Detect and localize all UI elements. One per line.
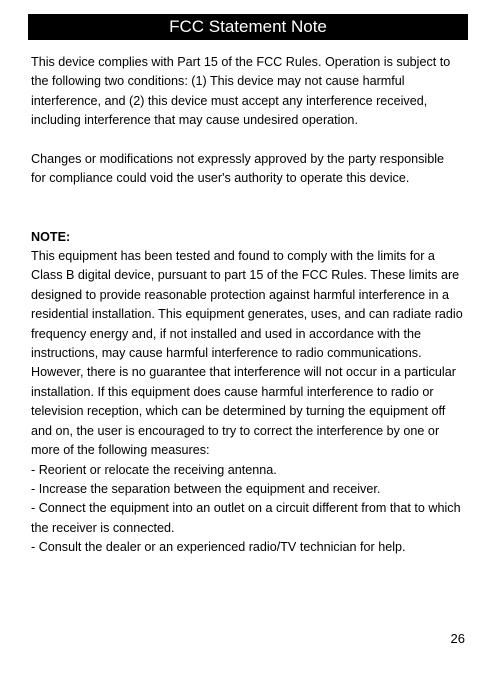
measure-item: - Consult the dealer or an experienced radio/TV technician for help. bbox=[31, 540, 406, 555]
paragraph-gap bbox=[31, 189, 477, 228]
note-line: frequency energy and, if not installed and used in accordance with the bbox=[31, 326, 421, 341]
statement-line: This device complies with Part 15 of the FCC Rules. Operation is subject to bbox=[31, 55, 451, 69]
paragraph-gap bbox=[31, 131, 477, 150]
measure-item-continuation: the receiver is connected. bbox=[31, 520, 175, 535]
measure-item: - Reorient or relocate the receiving antenna. bbox=[31, 462, 277, 477]
changes-line: Changes or modifications not expressly approved by the party responsible bbox=[31, 152, 445, 167]
page-number: 26 bbox=[450, 631, 465, 646]
note-line: This equipment has been tested and found to comply with the limits for a bbox=[31, 249, 435, 264]
page-title: FCC Statement Note bbox=[169, 17, 327, 36]
statement-line: interference, and (2) this device must accept any interference received, bbox=[31, 93, 428, 108]
note-line: designed to provide reasonable protection against harmful interference in a bbox=[31, 287, 449, 302]
measure-item: - Connect the equipment into an outlet on a circuit different from that to which bbox=[31, 501, 461, 516]
title-bar bbox=[28, 14, 468, 40]
changes-line: for compliance could void the user's authority to operate this device. bbox=[31, 171, 410, 186]
page-content bbox=[31, 53, 477, 558]
note-section bbox=[31, 228, 477, 558]
note-line: more of the following measures: bbox=[31, 443, 210, 458]
note-heading: NOTE: bbox=[31, 229, 71, 244]
note-line: However, there is no guarantee that interference will not occur in a particular bbox=[31, 365, 456, 380]
note-line: installation. If this equipment does cause harmful interference to radio or bbox=[31, 384, 434, 399]
statement-line: including interference that may cause undesired operation. bbox=[31, 113, 358, 128]
note-line: instructions, may cause harmful interference to radio communications. bbox=[31, 346, 422, 361]
measure-item: - Increase the separation between the equipment and receiver. bbox=[31, 481, 381, 496]
note-line: Class B digital device, pursuant to part 15 of the FCC Rules. These limits are bbox=[31, 268, 460, 283]
statement-line: the following two conditions: (1) This device may not cause harmful bbox=[31, 74, 405, 89]
note-line: and on, the user is encouraged to try to correct the interference by one or bbox=[31, 423, 440, 438]
changes-warning bbox=[31, 150, 477, 189]
note-line: residential installation. This equipment generates, uses, and can radiate radio bbox=[31, 307, 463, 322]
compliance-statement bbox=[31, 53, 477, 131]
note-line: television reception, which can be determined by turning the equipment off bbox=[31, 404, 446, 419]
